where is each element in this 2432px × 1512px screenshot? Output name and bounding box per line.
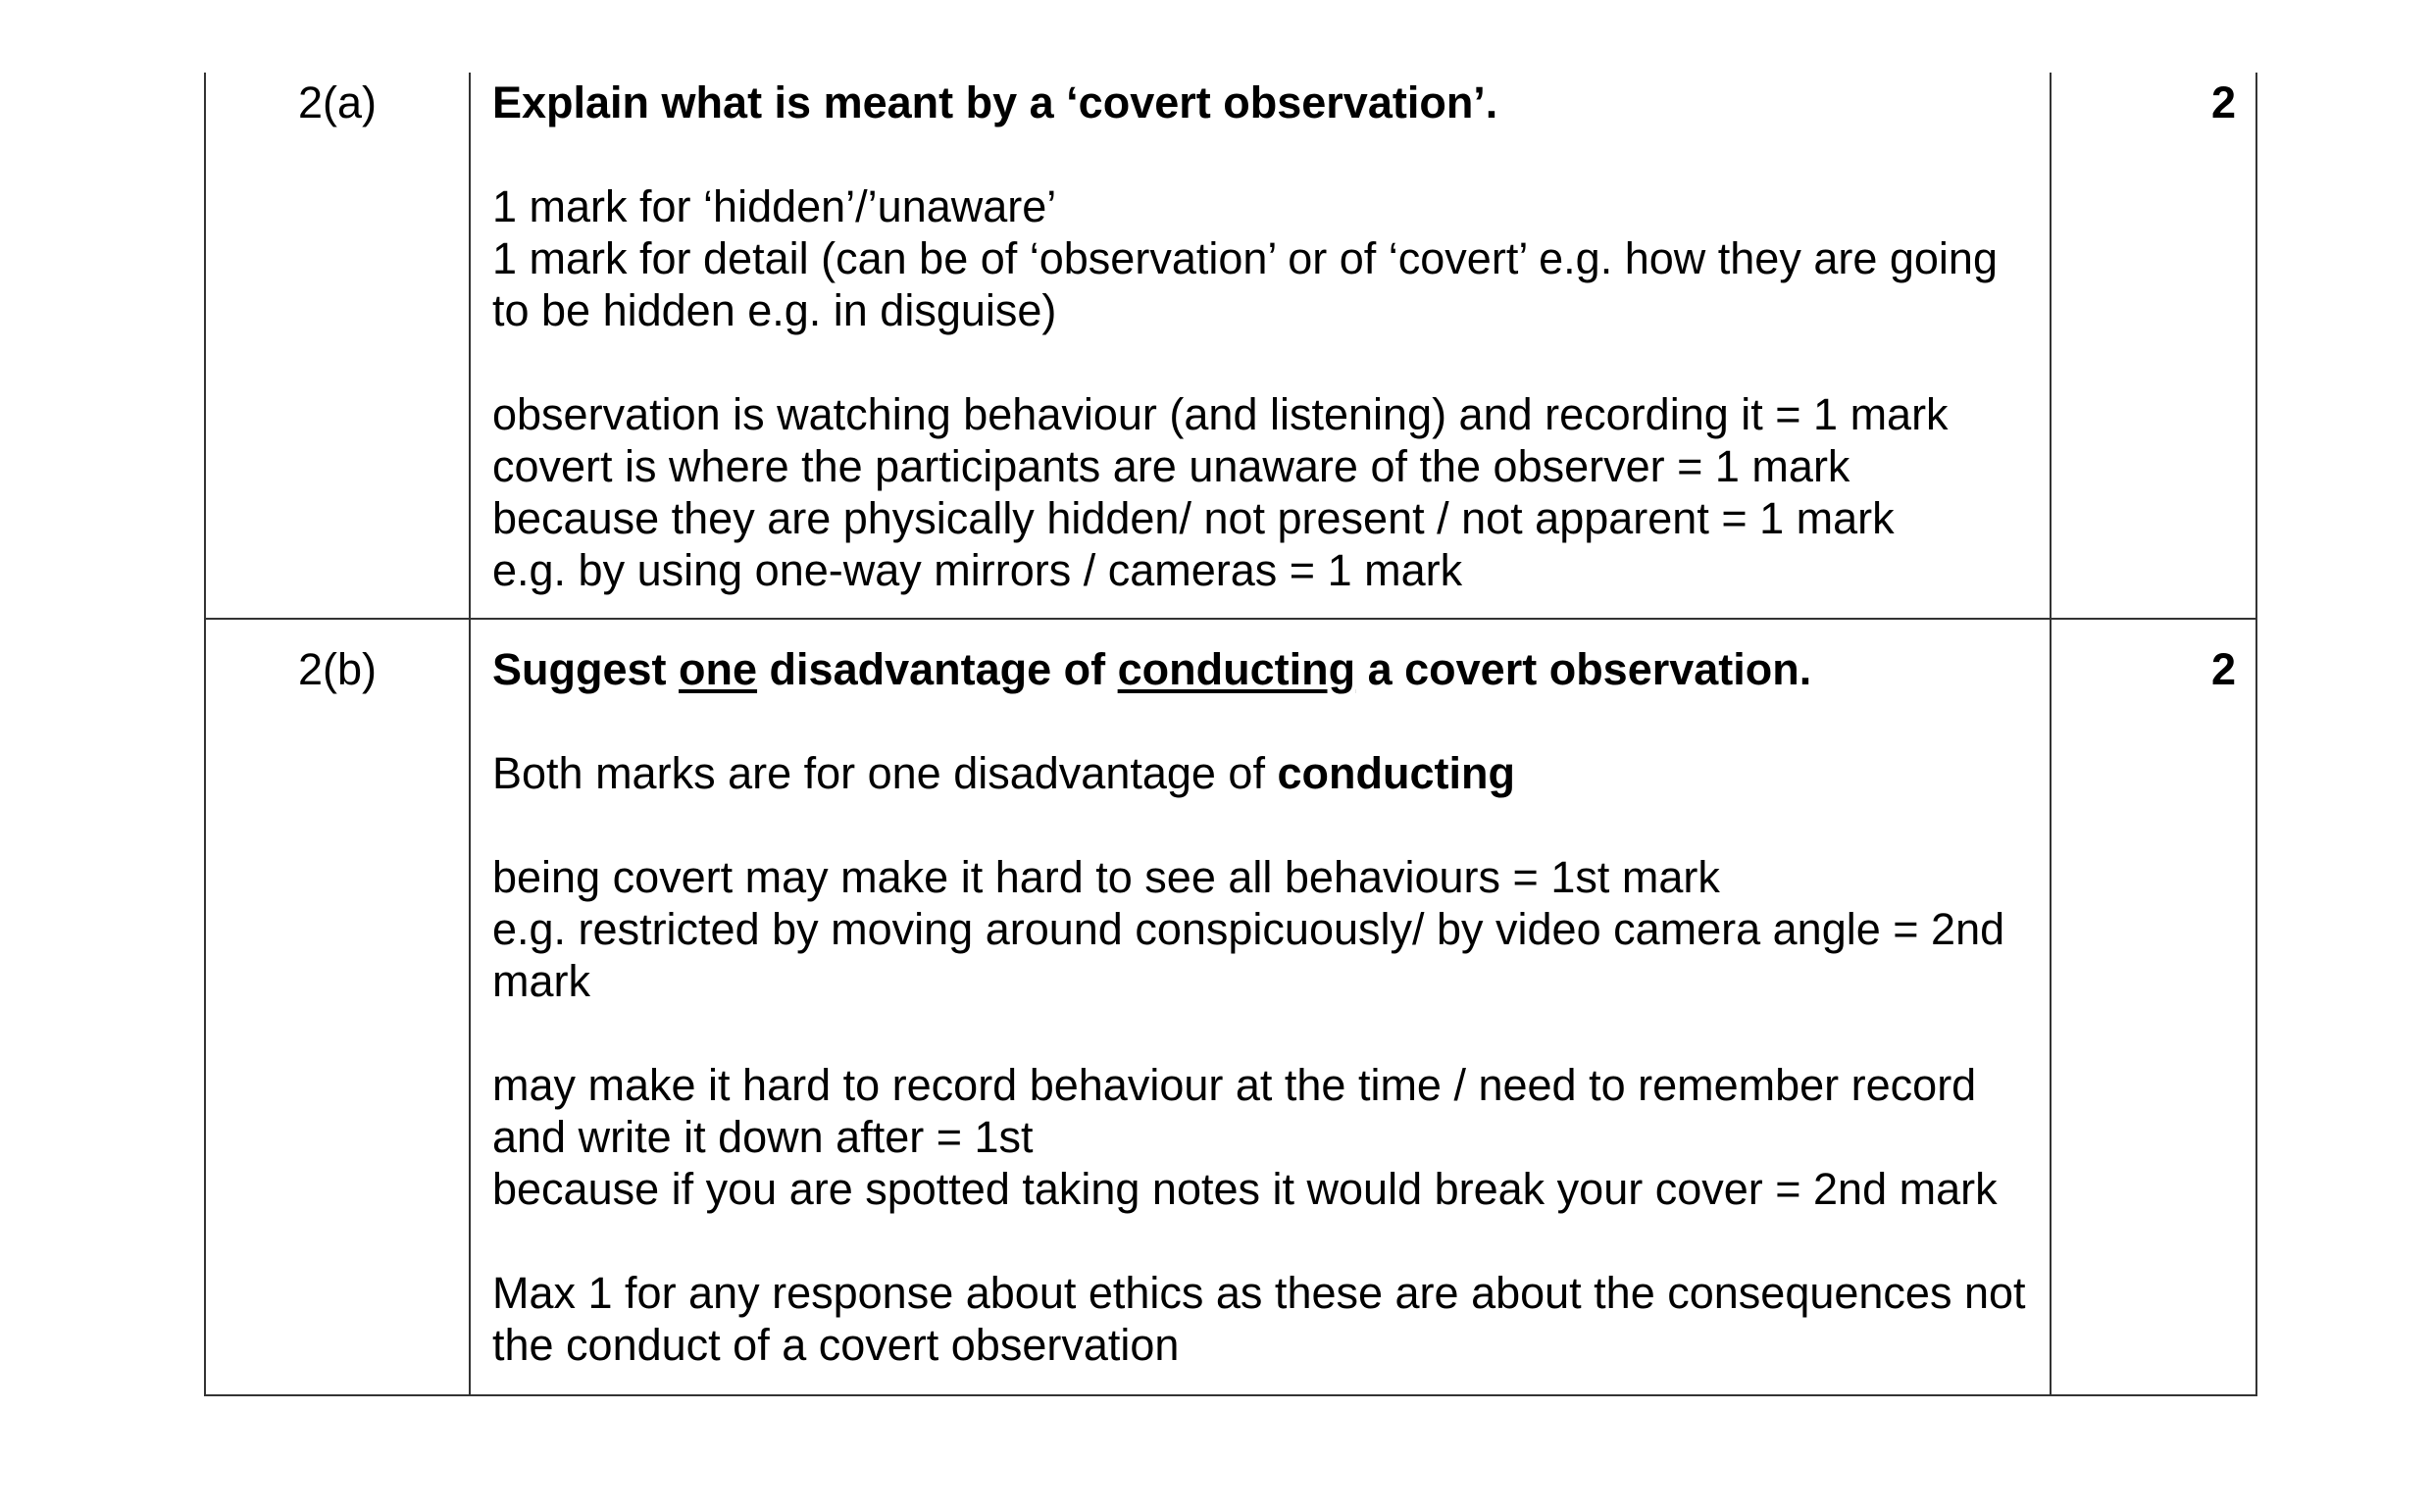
guidance-line: because they are physically hidden/ not present / not apparent = 1 mark bbox=[492, 493, 1895, 543]
question-row-2b bbox=[205, 619, 2256, 1395]
underlined-word: conducting bbox=[1117, 644, 1356, 694]
guidance-line: being covert may make it hard to see all behaviours = 1st mark bbox=[492, 852, 1720, 902]
bold-word: conducting bbox=[1277, 748, 1515, 798]
guidance-paragraph bbox=[492, 851, 2030, 1007]
question-guidance bbox=[470, 73, 2051, 619]
question-text-part: disadvantage of bbox=[757, 644, 1118, 694]
question-number: 2(b) bbox=[205, 619, 470, 1395]
question-text bbox=[492, 643, 2030, 695]
guidance-line: e.g. by using one-way mirrors / cameras = 1 mark bbox=[492, 545, 1463, 595]
guidance-line: may make it hard to record behaviour at the time / need to remember record and write it down after = 1st bbox=[492, 1060, 1977, 1162]
question-text-part: a covert observation. bbox=[1355, 644, 1812, 694]
guidance-line: covert is where the participants are unaware of the observer = 1 mark bbox=[492, 441, 1850, 491]
guidance-paragraph bbox=[492, 1059, 2030, 1215]
question-text: Explain what is meant by a ‘covert observation’. bbox=[492, 77, 1498, 127]
guidance-line: 1 mark for detail (can be of ‘observation’ or of ‘covert’ e.g. how they are going to be hidden e.g. in disguise) bbox=[492, 233, 1998, 335]
guidance-paragraph bbox=[492, 747, 2030, 799]
guidance-line: observation is watching behaviour (and listening) and recording it = 1 mark bbox=[492, 389, 1949, 439]
question-text-part: Suggest bbox=[492, 644, 680, 694]
guidance-text: Both marks are for one disadvantage of bbox=[492, 748, 1278, 798]
guidance-paragraph bbox=[492, 388, 2030, 596]
guidance-line: e.g. restricted by moving around conspicuously/ by video camera angle = 2nd mark bbox=[492, 904, 2005, 1006]
mark-scheme-table bbox=[204, 73, 2257, 1396]
guidance-line bbox=[492, 747, 2030, 799]
question-row-2a bbox=[205, 73, 2256, 619]
guidance-line: 1 mark for ‘hidden’/’unaware’ bbox=[492, 181, 1057, 231]
underlined-word: one bbox=[679, 644, 758, 694]
guidance-line: Max 1 for any response about ethics as these are about the consequences not the conduct of a covert observation bbox=[492, 1268, 2026, 1370]
question-guidance bbox=[470, 619, 2051, 1395]
guidance-paragraph bbox=[492, 1267, 2030, 1371]
guidance-line: because if you are spotted taking notes it would break your cover = 2nd mark bbox=[492, 1164, 1998, 1214]
guidance-paragraph bbox=[492, 180, 2030, 336]
marks-value: 2 bbox=[2051, 619, 2256, 1395]
marks-value: 2 bbox=[2051, 73, 2256, 619]
question-number: 2(a) bbox=[205, 73, 470, 619]
